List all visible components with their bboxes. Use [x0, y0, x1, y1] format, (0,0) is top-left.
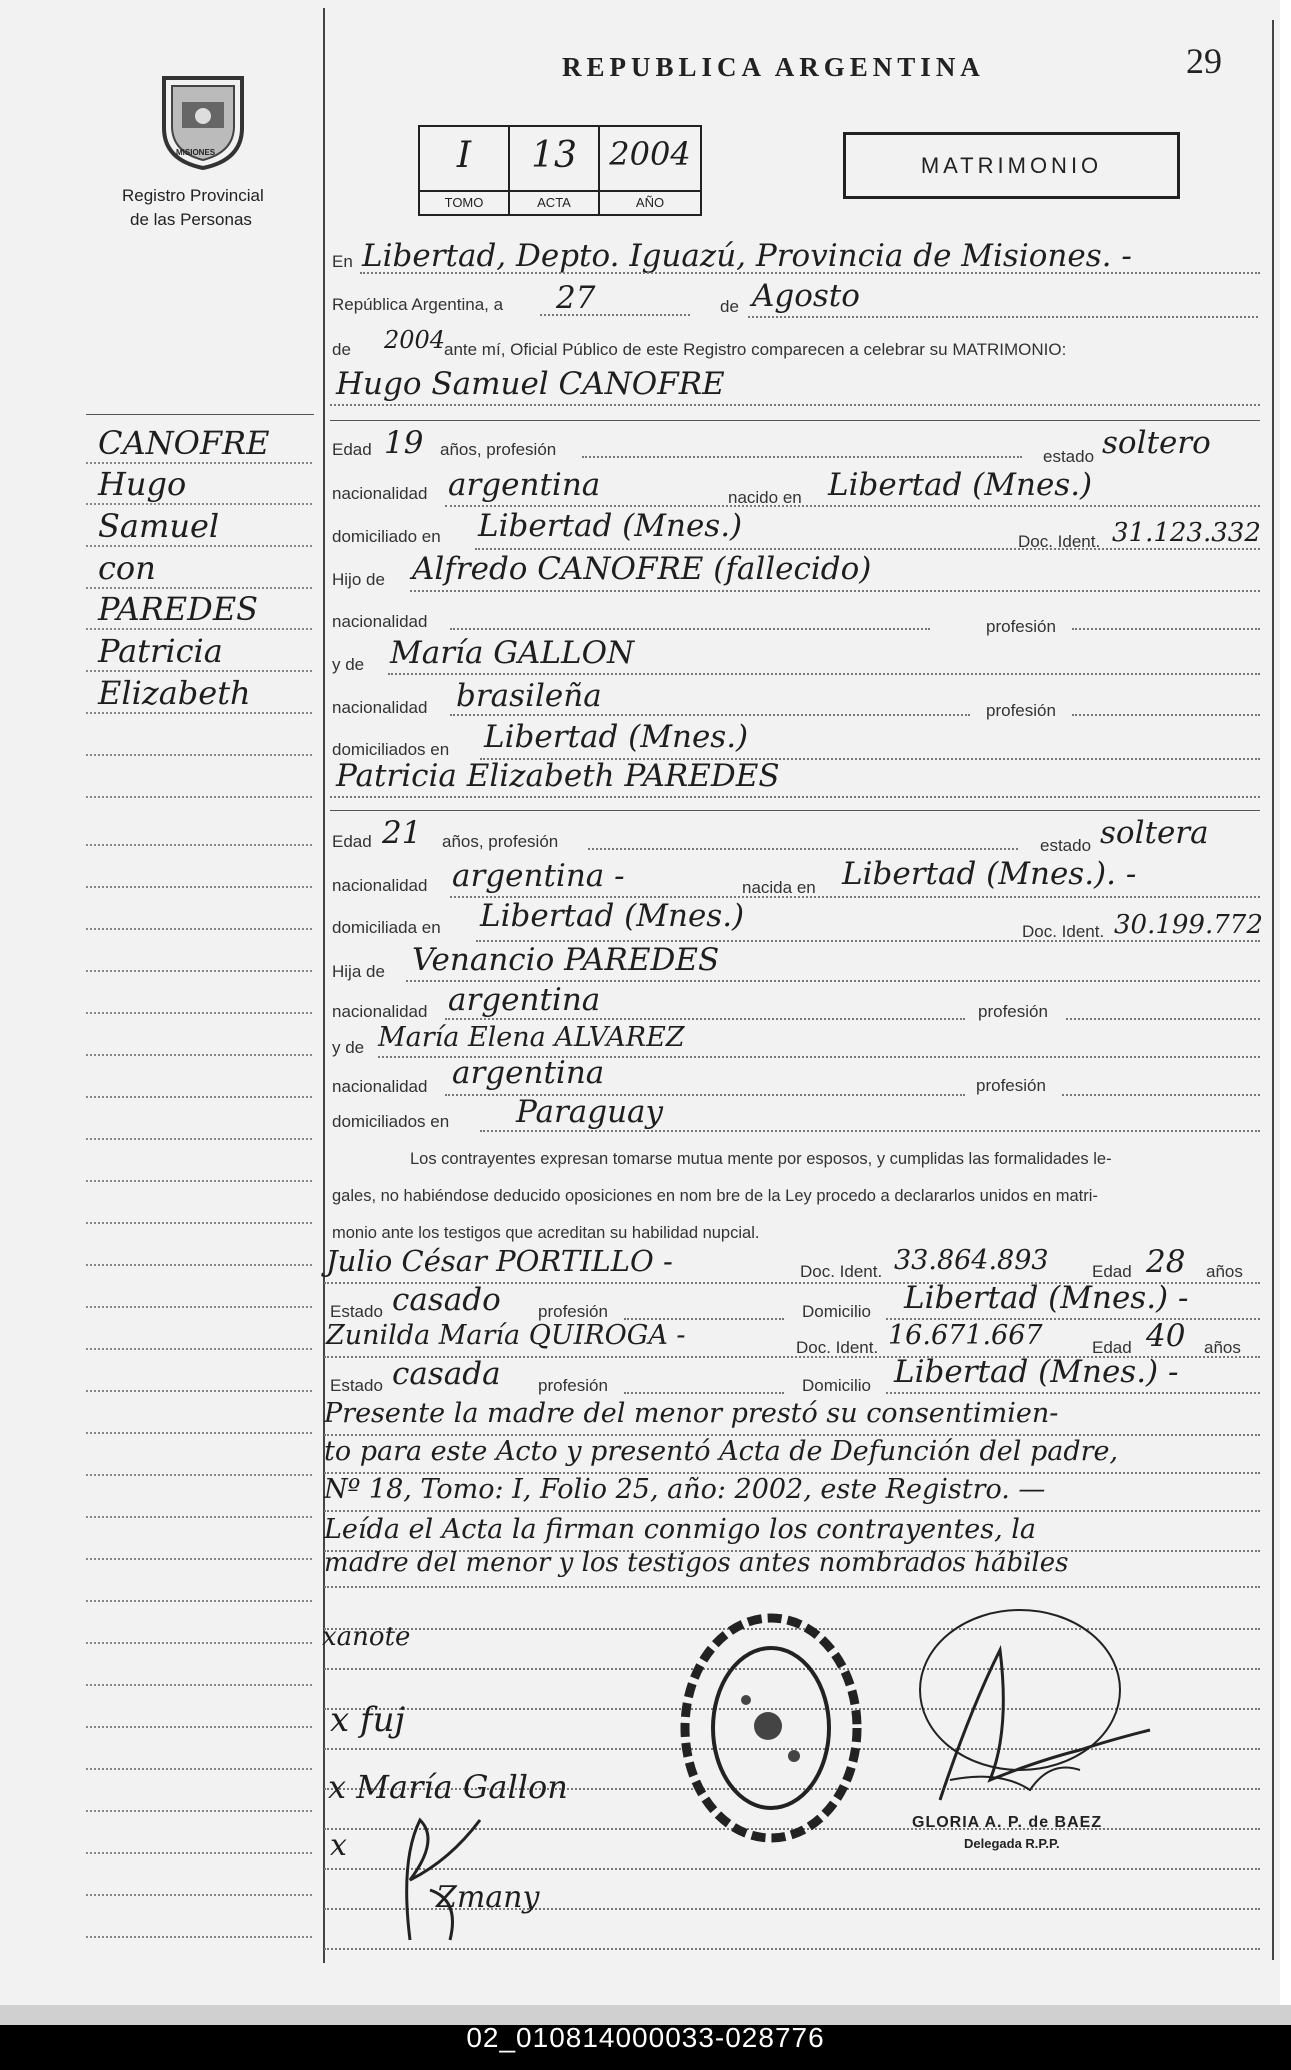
witness1-name: Julio César PORTILLO -	[326, 1244, 673, 1278]
intro-de-label2: de	[332, 340, 351, 359]
official-round-stamp-icon	[676, 1608, 866, 1848]
en-label: En	[332, 252, 353, 271]
groom-age: 19	[384, 425, 424, 461]
groom-nacionalidad: argentina	[448, 467, 601, 503]
margin-name-1: CANOFRE	[98, 424, 270, 462]
bride-mother-nac-label: nacionalidad	[332, 1077, 428, 1096]
witness2-doc: 16.671.667	[888, 1320, 1043, 1351]
acta-value: 13	[531, 135, 577, 176]
signature-scribble-icon	[390, 1800, 500, 1950]
witness2-estado-label: Estado	[330, 1376, 383, 1395]
intro-day: 27	[556, 280, 596, 316]
anio-value: 2004	[609, 135, 691, 173]
bride-nacida-label: nacida en	[742, 878, 816, 897]
groom-mother: María GALLON	[390, 635, 635, 671]
seal-logo-text: MISIONES	[176, 148, 216, 157]
groom-estado-label: estado	[1043, 447, 1095, 466]
intro-de-label: de	[720, 297, 739, 316]
witness1-dom-label: Domicilio	[802, 1302, 871, 1321]
bride-mother: María Elena ALVAREZ	[378, 1022, 685, 1053]
bride-estado: soltera	[1100, 815, 1209, 851]
bride-name: Patricia Elizabeth PAREDES	[336, 758, 780, 794]
official-name: GLORIA A. P. de BAEZ	[912, 1814, 1103, 1831]
witness2-edad-label: Edad	[1092, 1338, 1132, 1357]
intro-month: Agosto	[752, 278, 860, 314]
official-title: Delegada R.P.P.	[964, 1836, 1060, 1851]
bride-father-prof-label: profesión	[978, 1002, 1048, 1021]
tomo-label: TOMO	[420, 190, 508, 210]
witness1-domicilio: Libertad (Mnes.) -	[904, 1280, 1189, 1316]
tomo-value: I	[456, 135, 472, 176]
groom-domicilio: Libertad (Mnes.)	[478, 508, 743, 544]
witness2-name: Zunilda María QUIROGA -	[326, 1320, 686, 1351]
groom-hijo-label: Hijo de	[332, 570, 385, 589]
bride-parents-dom: Paraguay	[516, 1094, 664, 1130]
margin-name-5: PAREDES	[98, 590, 259, 628]
bride-dom-label: domiciliada en	[332, 918, 441, 937]
groom-father-nac-label: nacionalidad	[332, 612, 428, 631]
bride-doc-label: Doc. Ident.	[1022, 922, 1105, 941]
witness2-domicilio: Libertad (Mnes.) -	[894, 1354, 1179, 1390]
official-signature-icon	[880, 1590, 1180, 1840]
bride-domicilio: Libertad (Mnes.)	[480, 898, 745, 934]
bride-edad-label: Edad	[332, 832, 372, 851]
groom-anos-label: años, profesión	[440, 440, 557, 459]
doc-type-box	[843, 132, 1180, 199]
groom-estado: soltero	[1102, 425, 1211, 461]
intro-year: 2004	[384, 326, 446, 354]
margin-name-6: Patricia	[98, 632, 223, 670]
witness1-age: 28	[1146, 1244, 1186, 1280]
country-title: REPUBLICA ARGENTINA	[562, 52, 985, 82]
anio-label: AÑO	[600, 190, 700, 210]
acta-label: ACTA	[510, 190, 598, 210]
signature-5: Zmany	[436, 1880, 540, 1915]
tomo-acta-box	[418, 125, 702, 216]
groom-father-prof-label: profesión	[986, 617, 1056, 636]
note-line-1: Presente la madre del menor prestó su consentimien-	[324, 1398, 1059, 1429]
note-line-3: Nº 18, Tomo: I, Folio 25, año: 2002, este Registro. —	[324, 1474, 1046, 1505]
witness1-estado: casado	[392, 1282, 501, 1318]
witness2-prof-label: profesión	[538, 1376, 608, 1395]
groom-doc-label: Doc. Ident.	[1018, 532, 1101, 551]
witness1-estado-label: Estado	[330, 1302, 383, 1321]
groom-nac-label: nacionalidad	[332, 484, 428, 503]
witness1-prof-label: profesión	[538, 1302, 608, 1321]
witness2-age: 40	[1146, 1318, 1186, 1354]
witness2-doc-label: Doc. Ident.	[796, 1338, 879, 1357]
note-line-2: to para este Acto y presentó Acta de Defunción del padre,	[324, 1436, 1119, 1467]
bride-father-nac-label: nacionalidad	[332, 1002, 428, 1021]
registry-line2: de las Personas	[130, 210, 252, 229]
page-number: 29	[1186, 41, 1222, 81]
note-line-5: madre del menor y los testigos antes nombrados hábiles	[324, 1548, 1069, 1578]
groom-nacido-label: nacido en	[728, 488, 802, 507]
margin-name-7: Elizabeth	[98, 674, 251, 712]
groom-doms-label: domiciliados en	[332, 740, 450, 759]
bride-doms-label: domiciliados en	[332, 1112, 450, 1131]
bride-hija-label: Hija de	[332, 962, 385, 981]
note-line-4: Leída el Acta la firman conmigo los contrayentes, la	[324, 1514, 1037, 1545]
groom-mother-nac: brasileña	[456, 678, 602, 714]
bride-nacida: Libertad (Mnes.). -	[842, 856, 1137, 892]
groom-nacido: Libertad (Mnes.)	[828, 467, 1093, 503]
signature-4: x	[330, 1828, 347, 1863]
signature-3: x María Gallon	[328, 1768, 568, 1806]
witness1-edad-label: Edad	[1092, 1262, 1132, 1281]
witness2-anos-label: años	[1204, 1338, 1241, 1357]
bride-age: 21	[382, 815, 422, 851]
witness1-doc: 33.864.893	[894, 1245, 1049, 1276]
bride-y-de-label: y de	[332, 1038, 365, 1057]
groom-father: Alfredo CANOFRE (fallecido)	[412, 551, 872, 587]
bride-father: Venancio PAREDES	[412, 942, 720, 978]
groom-edad-label: Edad	[332, 440, 372, 459]
groom-doc: 31.123.332	[1112, 518, 1261, 548]
groom-mother-nac-label: nacionalidad	[332, 698, 428, 717]
formal-line3: monio ante los testigos que acreditan su habilidad nupcial.	[332, 1224, 760, 1242]
bride-doc: 30.199.772	[1114, 910, 1263, 940]
bride-estado-label: estado	[1040, 836, 1092, 855]
signature-2: x fuj	[330, 1700, 406, 1740]
formal-line2: gales, no habiéndose deducido oposiciones en nom bre de la Ley procedo a declararlos unidos en matri-	[332, 1187, 1098, 1205]
doc-type-label: MATRIMONIO	[920, 152, 1103, 178]
bride-mother-prof-label: profesión	[976, 1076, 1046, 1095]
intro-statement: ante mí, Oficial Público de este Registro comparecen a celebrar su MATRIMONIO:	[444, 340, 1067, 359]
groom-y-de-label: y de	[332, 655, 365, 674]
bride-nac-label: nacionalidad	[332, 876, 428, 895]
bride-father-nac: argentina	[448, 982, 601, 1018]
groom-mother-prof-label: profesión	[986, 701, 1056, 720]
witness1-anos-label: años	[1206, 1262, 1243, 1281]
margin-name-4: con	[98, 549, 156, 587]
groom-name: Hugo Samuel CANOFRE	[336, 366, 725, 402]
intro-place: Libertad, Depto. Iguazú, Provincia de Misiones. -	[362, 238, 1132, 274]
formal-line1: Los contrayentes expresan tomarse mutua mente por esposos, y cumplidas las formalidades le-	[410, 1150, 1112, 1168]
registry-line1: Registro Provincial	[122, 186, 264, 205]
footer-code: 02_010814000033-028776	[466, 2022, 825, 2053]
margin-name-2: Hugo	[98, 465, 187, 503]
bride-mother-nac: argentina	[452, 1055, 605, 1091]
margin-name-3: Samuel	[98, 507, 220, 545]
signature-1: xanote	[322, 1622, 411, 1652]
right-border	[1272, 20, 1274, 1960]
witness2-dom-label: Domicilio	[802, 1376, 871, 1395]
bride-nacionalidad: argentina -	[452, 858, 625, 894]
witness2-estado: casada	[392, 1356, 501, 1392]
republica-label: República Argentina, a	[332, 295, 504, 314]
groom-parents-dom: Libertad (Mnes.)	[484, 719, 749, 755]
witness1-doc-label: Doc. Ident.	[800, 1262, 883, 1281]
bride-anos-label: años, profesión	[442, 832, 559, 851]
groom-dom-label: domiciliado en	[332, 527, 441, 546]
